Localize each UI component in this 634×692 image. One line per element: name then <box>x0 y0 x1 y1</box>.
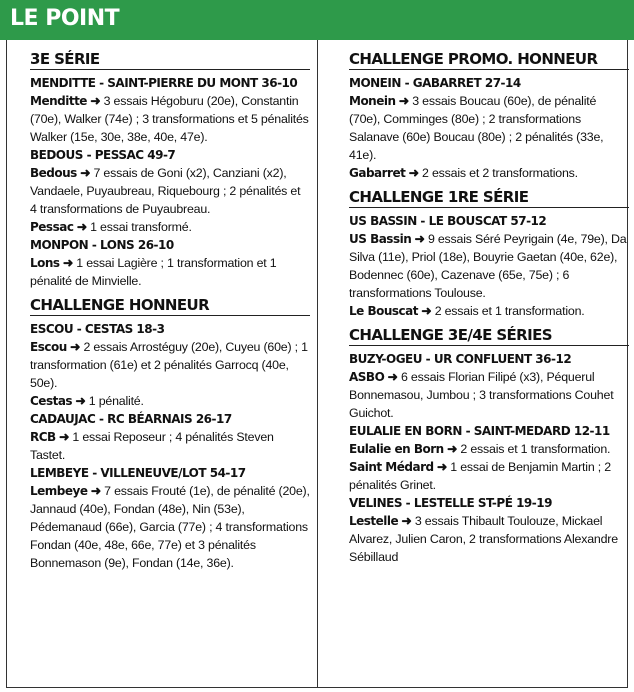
arrow-icon: ➜ <box>421 304 432 318</box>
section <box>30 296 310 572</box>
arrow-icon: ➜ <box>414 232 425 246</box>
score-entry <box>349 164 629 182</box>
entry-details: 1 essai de Benjamin Martin ; 2 pénalités Grinet. <box>349 460 611 492</box>
entry-details: 2 essais Arrostéguy (20e), Cuyeu (60e) ; 1 transformation (61e) et 2 pénalités Garrocq (40e, 50e). <box>30 340 308 390</box>
section <box>349 188 629 320</box>
section-title: CHALLENGE PROMO. HONNEUR <box>349 50 629 70</box>
entry-details: 2 essais et 1 transformation. <box>460 442 611 456</box>
arrow-icon: ➜ <box>387 370 398 384</box>
match-block <box>30 320 310 410</box>
match-title: LEMBEYE - VILLENEUVE/LOT 54-17 <box>30 466 246 480</box>
match-block <box>349 422 629 494</box>
match-block <box>349 212 629 320</box>
arrow-icon: ➜ <box>436 460 448 474</box>
score-entry <box>30 482 310 572</box>
entry-details: 9 essais Séré Peyrigain (4e, 79e), Da Silva (11e), Priol (18e), Bouyrie Gaetan (40e, 62e), Bodennec (60e), Cazenave (65e, 75e) ; 6 transformations Toulouse. <box>349 232 627 300</box>
team-name: Monein <box>349 94 396 108</box>
team-name: Lons <box>30 256 60 270</box>
entry-details: 3 essais Thibault Toulouze, Mickael Alvarez, Julien Caron, 2 transformations Alexandre Sébillaud <box>349 514 618 564</box>
team-name: Eulalie en Born <box>349 442 444 456</box>
team-name: US Bassin <box>349 232 412 246</box>
match-title: VELINES - LESTELLE ST-PÉ 19-19 <box>349 496 552 510</box>
score-entry <box>349 230 629 302</box>
arrow-icon: ➜ <box>398 94 409 108</box>
match-title: CADAUJAC - RC BÉARNAIS 26-17 <box>30 412 232 426</box>
entry-details: 2 essais et 2 transformations. <box>422 166 578 180</box>
section-title: CHALLENGE 3E/4E SÉRIES <box>349 326 629 346</box>
entry-details: 1 essai transformé. <box>90 220 192 234</box>
match-block <box>30 464 310 572</box>
match-title: MENDITTE - SAINT-PIERRE DU MONT 36-10 <box>30 76 298 90</box>
match-block <box>30 146 310 236</box>
column-divider <box>317 40 318 688</box>
entry-details: 7 essais de Goni (x2), Canziani (x2), Vandaele, Puyaubreau, Riquebourg ; 2 pénalités et 4 transformations de Puyaubreau. <box>30 166 301 216</box>
left-column <box>30 50 310 578</box>
arrow-icon: ➜ <box>70 340 81 354</box>
score-entry <box>349 512 629 566</box>
score-entry <box>30 392 310 410</box>
score-entry <box>30 428 310 464</box>
section <box>349 50 629 182</box>
match-title: US BASSIN - LE BOUSCAT 57-12 <box>349 214 547 228</box>
section-title: 3E SÉRIE <box>30 50 310 70</box>
match-title: MONPON - LONS 26-10 <box>30 238 174 252</box>
match-block <box>30 74 310 146</box>
match-block <box>30 410 310 464</box>
arrow-icon: ➜ <box>80 166 91 180</box>
entry-details: 1 pénalité. <box>88 394 144 408</box>
score-entry <box>349 92 629 164</box>
arrow-icon: ➜ <box>446 442 458 456</box>
entry-details: 1 essai Lagière ; 1 transformation et 1 pénalité de Minvielle. <box>30 256 277 288</box>
match-title: EULALIE EN BORN - SAINT-MEDARD 12-11 <box>349 424 610 438</box>
right-column <box>349 50 629 572</box>
arrow-icon: ➜ <box>90 94 101 108</box>
entry-details: 3 essais Hégoburu (20e), Constantin (70e), Walker (74e) ; 3 transformations et 5 pénalités Walker (15e, 30e, 38e, 40e, 47e). <box>30 94 309 144</box>
match-title: BUZY-OGEU - UR CONFLUENT 36-12 <box>349 352 572 366</box>
team-name: Lembeye <box>30 484 88 498</box>
team-name: Gabarret <box>349 166 406 180</box>
arrow-icon: ➜ <box>58 430 70 444</box>
header-banner <box>0 0 634 40</box>
team-name: ASBO <box>349 370 385 384</box>
match-block <box>349 494 629 566</box>
score-entry <box>30 92 310 146</box>
score-entry <box>30 254 310 290</box>
section <box>349 326 629 566</box>
arrow-icon: ➜ <box>408 166 419 180</box>
page-title: LE POINT <box>10 6 120 31</box>
section-title: CHALLENGE 1RE SÉRIE <box>349 188 629 208</box>
team-name: Menditte <box>30 94 87 108</box>
score-entry <box>30 164 310 218</box>
arrow-icon: ➜ <box>90 484 101 498</box>
match-title: BEDOUS - PESSAC 49-7 <box>30 148 176 162</box>
arrow-icon: ➜ <box>75 394 86 408</box>
match-title: ESCOU - CESTAS 18-3 <box>30 322 165 336</box>
match-block <box>349 350 629 422</box>
entry-details: 3 essais Boucau (60e), de pénalité (70e), Comminges (80e) ; 2 transformations Salanave (60e) Boucau (80e) ; 2 pénalités (33e, 41e). <box>349 94 604 162</box>
team-name: Escou <box>30 340 67 354</box>
match-block <box>30 236 310 290</box>
team-name: RCB <box>30 430 56 444</box>
score-entry <box>349 368 629 422</box>
entry-details: 2 essais et 1 transformation. <box>434 304 585 318</box>
match-block <box>349 74 629 182</box>
section <box>30 50 310 290</box>
arrow-icon: ➜ <box>401 514 412 528</box>
entry-details: 7 essais Frouté (1e), de pénalité (20e), Jannaud (40e), Fondan (48e), Nin (53e), Pédemanaud (66e), Garcia (77e) ; 4 transformations Fondan (40e, 48e, 66e, 77e) et 3 pénalités Bonnemason (9e), Fondan (14e, 36e). <box>30 484 310 570</box>
team-name: Cestas <box>30 394 73 408</box>
team-name: Pessac <box>30 220 74 234</box>
team-name: Saint Médard <box>349 460 434 474</box>
score-entry <box>349 440 629 458</box>
arrow-icon: ➜ <box>76 220 87 234</box>
score-entry <box>30 338 310 392</box>
section-title: CHALLENGE HONNEUR <box>30 296 310 316</box>
team-name: Le Bouscat <box>349 304 418 318</box>
match-title: MONEIN - GABARRET 27-14 <box>349 76 521 90</box>
score-entry <box>349 302 629 320</box>
entry-details: 6 essais Florian Filipé (x3), Péquerul Bonnemasou, Jumbou ; 3 transformations Couhet Guichot. <box>349 370 614 420</box>
score-entry <box>30 218 310 236</box>
entry-details: 1 essai Reposeur ; 4 pénalités Steven Tastet. <box>30 430 274 462</box>
arrow-icon: ➜ <box>62 256 74 270</box>
score-entry <box>349 458 629 494</box>
team-name: Bedous <box>30 166 77 180</box>
team-name: Lestelle <box>349 514 399 528</box>
